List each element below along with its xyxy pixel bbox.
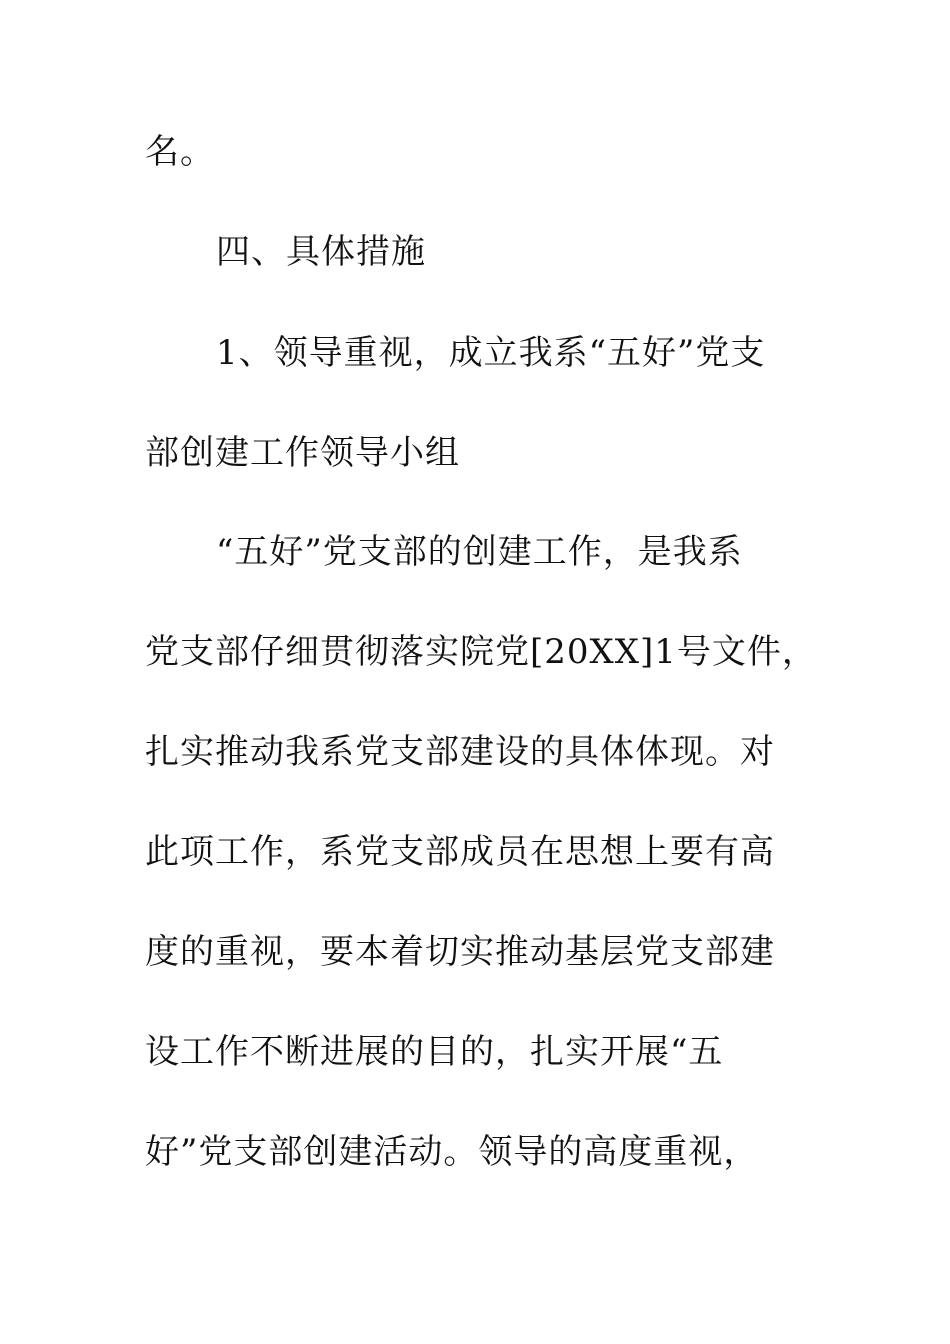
section-heading: 四、具体措施	[216, 232, 426, 272]
subheading-line: 1、领导重视，成立我系“五好”党支	[216, 333, 766, 373]
paragraph-line: 好”党支部创建活动。领导的高度重视，	[145, 1132, 759, 1172]
subheading-line: 部创建工作领导小组	[145, 433, 460, 473]
paragraph-line: 扎实推动我系党支部建设的具体体现。对	[145, 732, 775, 772]
paragraph-line: 此项工作，系党支部成员在思想上要有高	[145, 832, 775, 872]
paragraph-line: 度的重视，要本着切实推动基层党支部建	[145, 932, 775, 972]
paragraph-line: 设工作不断进展的目的，扎实开展“五	[145, 1032, 724, 1072]
paragraph-line: “五好”党支部的创建工作，是我系	[216, 532, 743, 572]
text-line: 名。	[145, 132, 215, 172]
paragraph-line: 党支部仔细贯彻落实院党[20XX]1号文件，	[145, 632, 817, 672]
